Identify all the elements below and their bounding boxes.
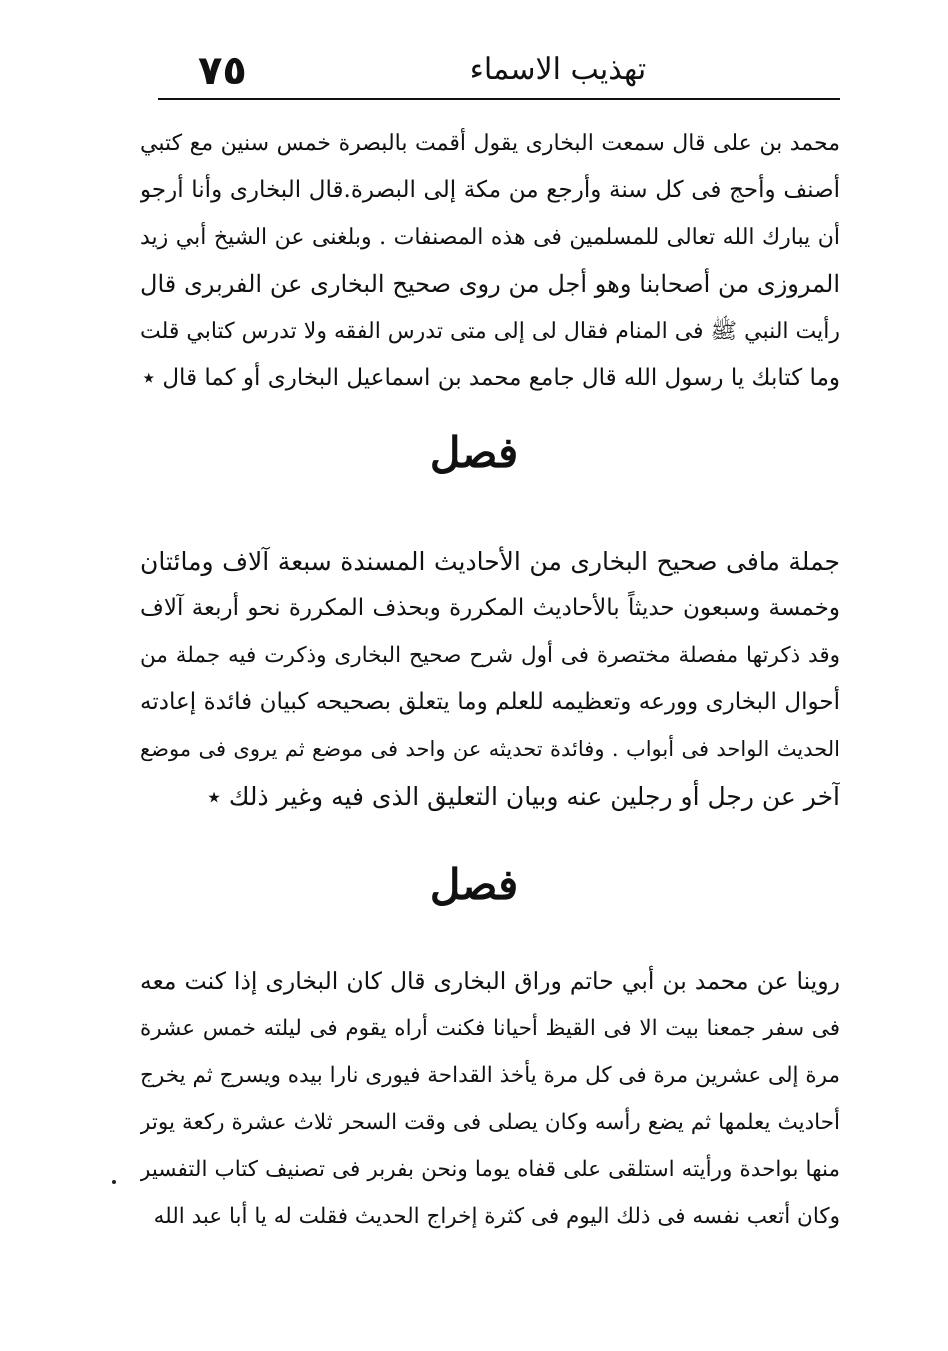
text-line: محمد بن على قال سمعت البخارى يقول أقمت بالبصرة خمس سنين مع كتبي	[140, 131, 840, 156]
page-number: ٧٥	[198, 48, 247, 94]
text-line: أحوال البخارى وورعه وتعظيمه للعلم وما يتعلق بصحيحه كبيان فائدة إعادته	[140, 689, 840, 715]
text-line: فى سفر جمعنا بيت الا فى القيظ أحيانا فكنت أراه يقوم فى ليلته خمس عشرة	[140, 1016, 840, 1041]
text-line: مرة إلى عشرين مرة فى كل مرة يأخذ القداحة فيورى نارا بيده ويسرج ثم يخرج	[140, 1063, 840, 1088]
text-line: أصنف وأحج فى كل سنة وأرجع من مكة إلى البصرة.قال البخارى وأنا أرجو	[140, 177, 840, 203]
text-line: أحاديث يعلمها ثم يضع رأسه وكان يصلى فى وقت السحر ثلاث عشرة ركعة يوتر	[140, 1110, 840, 1135]
text-line: روينا عن محمد بن أبي حاتم وراق البخارى قال كان البخارى إذا كنت معه	[140, 967, 840, 995]
text-line: منها بواحدة ورأيته استلقى على قفاه يوما ونحن بفربر فى تصنيف كتاب التفسير	[140, 1157, 840, 1182]
text-line: وكان أتعب نفسه فى ذلك اليوم فى كثرة إخراج الحديث فقلت له يا أبا عبد الله	[153, 1204, 840, 1229]
paragraph-1	[140, 120, 840, 402]
text-line: وما كتابك يا رسول الله قال جامع محمد بن اسماعيل البخارى أو كما قال ٭	[142, 365, 840, 391]
text-line: آخر عن رجل أو رجلين عنه وبيان التعليق الذى فيه وغير ذلك ٭	[207, 782, 840, 811]
header-rule	[158, 98, 840, 100]
stray-mark	[112, 1180, 116, 1184]
text-line: وقد ذكرتها مفصلة مختصرة فى أول شرح صحيح البخارى وذكرت فيه جملة من	[140, 643, 840, 668]
text-line: الحديث الواحد فى أبواب . وفائدة تحديثه عن واحد فى موضع ثم يروى فى موضع	[140, 737, 840, 761]
paragraph-3	[140, 958, 840, 1240]
running-title: تهذيب الاسماء	[469, 52, 647, 87]
text-line: وخمسة وسبعون حديثاً بالأحاديث المكررة وبحذف المكررة نحو أربعة آلاف	[140, 595, 840, 621]
text-line: رأيت النبي ﷺ فى المنام فقال لى إلى متى تدرس الفقه ولا تدرس كتابي قلت	[140, 319, 840, 344]
section-heading: فصل	[429, 860, 519, 909]
page-header	[158, 42, 840, 98]
text-line: أن يبارك الله تعالى للمسلمين فى هذه المصنفات . وبلغنى عن الشيخ أبي زيد	[140, 225, 840, 250]
paragraph-2	[140, 538, 840, 820]
section-heading: فصل	[429, 428, 519, 477]
text-line: جملة مافى صحيح البخارى من الأحاديث المسندة سبعة آلاف ومائتان	[140, 547, 840, 576]
text-line: المروزى من أصحابنا وهو أجل من روى صحيح البخارى عن الفربرى قال	[140, 270, 840, 298]
